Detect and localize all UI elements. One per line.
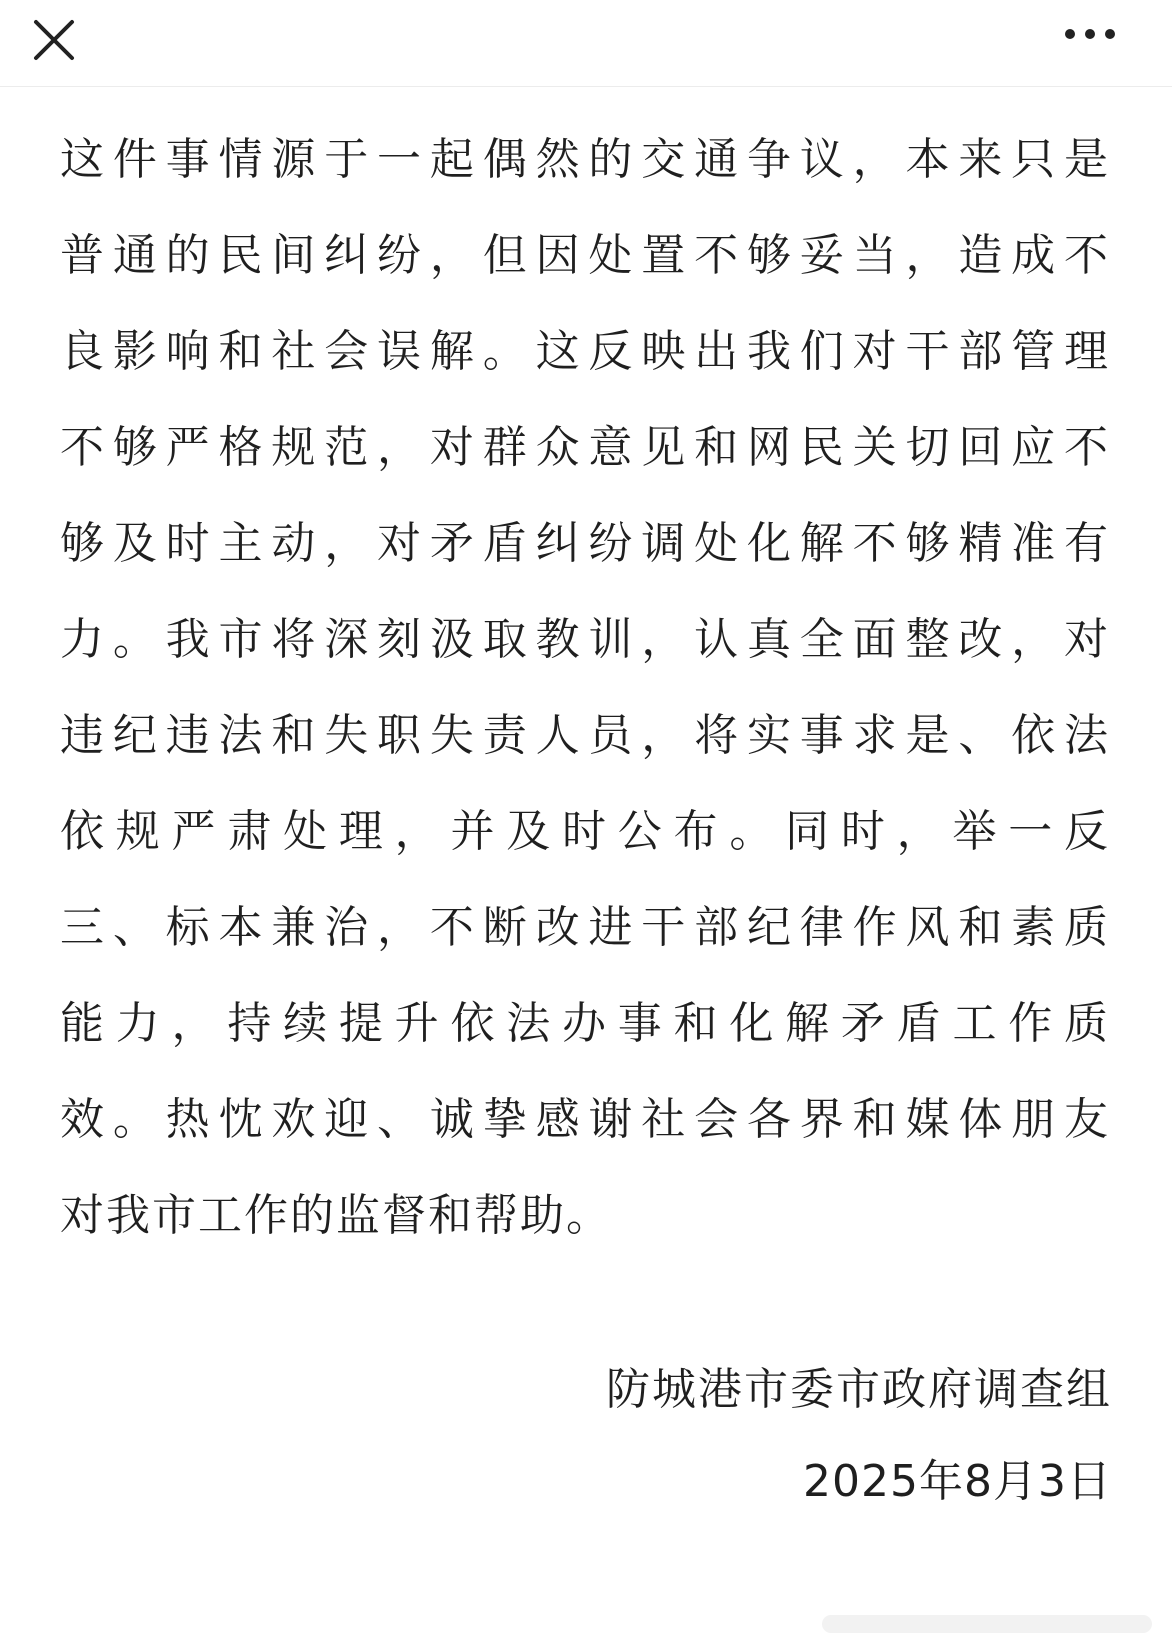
article-line: 不够严格规范，对群众意见和网民关切回应不 bbox=[60, 422, 1110, 473]
article-line: 这件事情源于一起偶然的交通争议，本来只是 bbox=[60, 134, 1110, 185]
article-line: 够及时主动，对矛盾纠纷调处化解不够精准有 bbox=[60, 518, 1110, 569]
top-toolbar bbox=[0, 0, 1172, 87]
more-horizontal-icon bbox=[1056, 14, 1128, 70]
article-line: 对我市工作的监督和帮助。 bbox=[60, 1190, 612, 1241]
article-line: 能力，持续提升依法办事和化解矛盾工作质 bbox=[60, 998, 1110, 1049]
article-line: 良影响和社会误解。这反映出我们对干部管理 bbox=[60, 326, 1110, 377]
signature-block bbox=[412, 1348, 1112, 1524]
watermark-icon bbox=[822, 1607, 1152, 1641]
article-line: 力。我市将深刻汲取教训，认真全面整改，对 bbox=[60, 614, 1110, 665]
article-body bbox=[60, 112, 1110, 1264]
close-icon bbox=[22, 10, 86, 74]
article-line: 三、标本兼治，不断改进干部纪律作风和素质 bbox=[60, 902, 1110, 953]
article-line: 违纪违法和失职失责人员，将实事求是、依法 bbox=[60, 710, 1110, 761]
signature-organization: 防城港市委市政府调查组 bbox=[606, 1364, 1112, 1415]
close-button[interactable] bbox=[22, 10, 86, 74]
article-line: 依规严肃处理，并及时公布。同时，举一反 bbox=[60, 806, 1110, 857]
signature-date: 2025年8月3日 bbox=[803, 1456, 1112, 1507]
more-options-button[interactable] bbox=[1056, 14, 1128, 70]
article-line: 效。热忱欢迎、诚挚感谢社会各界和媒体朋友 bbox=[60, 1094, 1110, 1145]
article-line: 普通的民间纠纷，但因处置不够妥当，造成不 bbox=[60, 230, 1110, 281]
